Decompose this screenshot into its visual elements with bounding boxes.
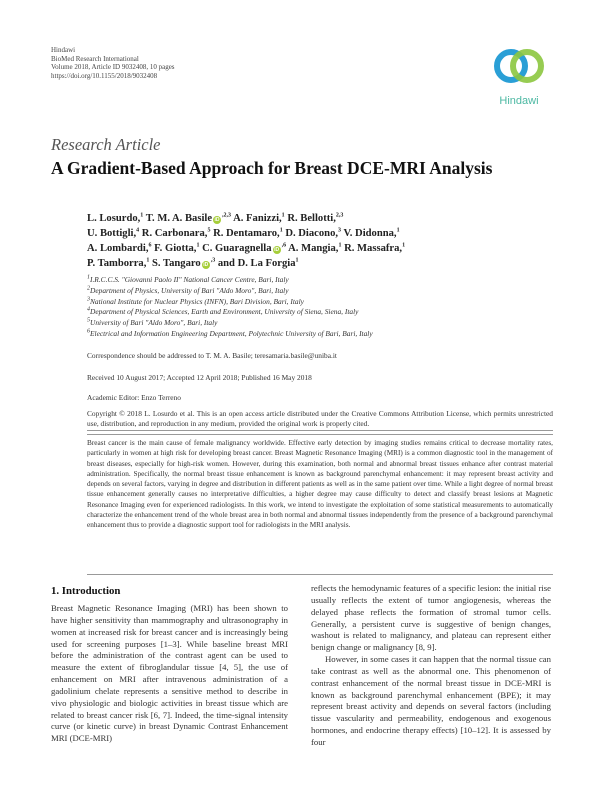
- author-affiliation-marker: 5: [207, 227, 211, 234]
- author-name: S. Tangaro: [149, 258, 201, 270]
- affiliation-number: 2: [87, 285, 90, 292]
- affiliation-item: [87, 318, 373, 329]
- section-heading: 1. Introduction: [51, 585, 121, 597]
- affiliation-text: Department of Physics, University of Bari "Aldo Moro", Bari, Italy: [90, 285, 289, 295]
- affiliation-item: [87, 286, 373, 297]
- affiliation-text: University of Bari "Aldo Moro", Bari, Italy: [90, 318, 218, 328]
- correspondence-line: Correspondence should be addressed to T. M. A. Basile; teresamaria.basile@uniba.it: [87, 351, 337, 360]
- author-affiliation-marker: 4: [136, 227, 140, 234]
- author-line: [87, 211, 487, 226]
- author-name: P. Tamborra,: [87, 258, 147, 270]
- affiliation-text: I.R.C.C.S. "Giovanni Paolo II" National Cancer Centre, Bari, Italy: [90, 275, 289, 284]
- author-name: F. Giotta,: [151, 243, 197, 255]
- author-line: [87, 241, 487, 256]
- author-line: [87, 226, 487, 241]
- affiliation-number: 1: [87, 274, 90, 281]
- body-column-right: [311, 583, 551, 749]
- affiliation-number: 3: [87, 296, 90, 303]
- publication-dates: Received 10 August 2017; Accepted 12 April 2018; Published 16 May 2018: [87, 373, 312, 382]
- copyright-notice: Copyright © 2018 L. Losurdo et al. This is an open access article distributed under the Creative Commons Attribution License, which permits unrestricted use, distribution, and reproduction in any medium, provided the original work is properly cited.: [87, 409, 553, 429]
- author-name: L. Losurdo,: [87, 213, 141, 224]
- author-affiliation-marker: 6: [148, 242, 152, 249]
- author-name: C. Guaragnella: [199, 243, 272, 255]
- author-name: R. Carbonara,: [139, 228, 208, 240]
- academic-editor: Academic Editor: Enzo Terreno: [87, 393, 181, 402]
- orcid-icon[interactable]: iD: [274, 247, 280, 254]
- journal-volume: Volume 2018, Article ID 9032408, 10 pages: [51, 63, 175, 72]
- author-name: and D. La Forgia: [215, 258, 296, 270]
- body-column-left: [51, 603, 288, 745]
- author-affiliation-marker: ,6: [281, 242, 287, 249]
- abstract-divider: [87, 574, 553, 575]
- divider-bottom: [87, 434, 553, 435]
- journal-name: BioMed Research International: [51, 54, 139, 63]
- journal-publisher: Hindawi: [51, 46, 76, 54]
- intro-paragraph-1: Breast Magnetic Resonance Imaging (MRI) has been shown to have higher sensitivity than mammography and ultrasonography in women at increased risk for breast cancer and is increasingly being used for screening purposes [1–3]. While baseline breast MRI before the administration of the contrast agent can be used to measure the extent of fibroglandular tissue [4, 5], the use of enhancement on MRI after intravenous administration of a gadolinium chelate represents a sensitive method to describe in vivo physiologic and biologic activities in breast tissue which are related to breast cancer risk [6, 7]. Indeed, the time-signal intensity curve (or kinetic curve) in breast Dynamic Contrast Enhancement MRI (DCE-MRI): [51, 603, 288, 744]
- intro-paragraph-3: However, in some cases it can happen that the normal tissue can take contrast as well as the abnormal one. This phenomenon of contrast enhancement of the normal breast tissue in DCE-MRI is known as background parenchymal enhancement (BPE); it may represent breast activity and depends on several factors (including tissue vascularity and permeability, endogenous and exogenous hormones, and endocrine therapy effects) [10–12]. It is assessed by four: [311, 654, 551, 747]
- hindawi-logo-text: Hindawi: [499, 95, 539, 107]
- author-list: [87, 211, 487, 271]
- affiliation-item: [87, 307, 373, 318]
- hindawi-logo: [488, 44, 550, 107]
- journal-doi-link[interactable]: https://doi.org/10.1155/2018/9032408: [51, 71, 158, 80]
- author-name: V. Didonna,: [341, 228, 397, 240]
- affiliation-text: Department of Physical Sciences, Earth and Environment, University of Siena, Siena, Italy: [90, 307, 359, 317]
- author-name: A. Mangia,: [286, 243, 339, 255]
- author-name: R. Massafra,: [341, 243, 403, 255]
- divider-top: [87, 430, 553, 431]
- author-affiliation-marker: 1: [402, 242, 406, 249]
- author-affiliation-marker: 1: [140, 212, 144, 219]
- author-name: D. Diacono,: [282, 228, 339, 240]
- author-line: [87, 256, 487, 271]
- affiliation-text: Electrical and Information Engineering Department, Polytechnic University of Bari, Bari, Italy: [90, 328, 373, 338]
- author-affiliation-marker: 3: [338, 227, 342, 234]
- affiliation-number: 5: [87, 317, 90, 324]
- author-affiliation-marker: ,2,3: [222, 212, 232, 219]
- hindawi-logo-icon: [488, 44, 550, 88]
- author-name: T. M. A. Basile: [143, 213, 213, 224]
- author-name: A. Lombardi,: [87, 243, 149, 255]
- intro-paragraph-2: reflects the hemodynamic features of a specific lesion: the initial rise usually reflects the extent of tumor angiogenesis, whereas the delayed phase reflects the formation of stromal tumor cells. Generally, a persistent curve is suggestive of benign changes, washout is related to malignancy, and plateau can represent either benign change or malignancy [8, 9].: [311, 583, 551, 653]
- author-affiliation-marker: 1: [281, 212, 285, 219]
- article-title: A Gradient-Based Approach for Breast DCE-MRI Analysis: [51, 158, 493, 178]
- affiliation-text: National Institute for Nuclear Physics (INFN), Bari Division, Bari, Italy: [90, 296, 304, 306]
- affiliation-list: [87, 275, 373, 340]
- affiliation-item: [87, 297, 373, 308]
- affiliation-number: 4: [87, 306, 90, 313]
- affiliation-item: [87, 275, 373, 286]
- author-name: A. Fanizzi,: [231, 213, 282, 224]
- author-affiliation-marker: 1: [338, 242, 342, 249]
- orcid-icon[interactable]: iD: [214, 217, 220, 223]
- author-affiliation-marker: 1: [279, 227, 283, 234]
- author-name: R. Dentamaro,: [210, 228, 280, 240]
- affiliation-item: [87, 329, 373, 340]
- author-affiliation-marker: ,3: [210, 257, 216, 264]
- author-affiliation-marker: 1: [146, 257, 150, 264]
- author-name: U. Bottigli,: [87, 228, 137, 240]
- author-affiliation-marker: 2,3: [335, 212, 344, 219]
- journal-info: [51, 46, 175, 80]
- orcid-icon[interactable]: iD: [203, 262, 209, 269]
- abstract-text: Breast cancer is the main cause of female malignancy worldwide. Effective early detection by imaging studies remains critical to decrease mortality rates, particularly in women at high risk for developing breast cancer. Breast Magnetic Resonance Imaging (MRI) is a common diagnostic tool in the management of breast diseases, especially for high-risk women. However, during this examination, both normal and abnormal breast tissues enhance after contrast material administration. Specifically, the normal breast tissue enhancement is known as background parenchymal enhancement: it may represent breast activity and depends on several factors, varying in degree and distribution in different patients as well as in the same patient over time. While a light degree of normal breast tissue enhancement generally causes no interpretative difficulties, a higher degree may cause difficulty to detect and classify breast lesions at Magnetic Resonance Imaging even for experienced radiologists. In this work, we intend to investigate the exploitation of some statistical measurements to automatically characterize the enhancement trend of the whole breast area in both normal and abnormal tissues independently from the presence of a background parenchymal enhancement thus to provide a diagnostic support tool for radiologists in the MRI analysis.: [87, 439, 553, 529]
- article-type: Research Article: [51, 135, 161, 154]
- affiliation-number: 6: [87, 328, 90, 335]
- author-affiliation-marker: 1: [295, 257, 299, 264]
- author-name: R. Bellotti,: [284, 213, 336, 224]
- author-affiliation-marker: 1: [396, 227, 400, 234]
- author-affiliation-marker: 1: [196, 242, 200, 249]
